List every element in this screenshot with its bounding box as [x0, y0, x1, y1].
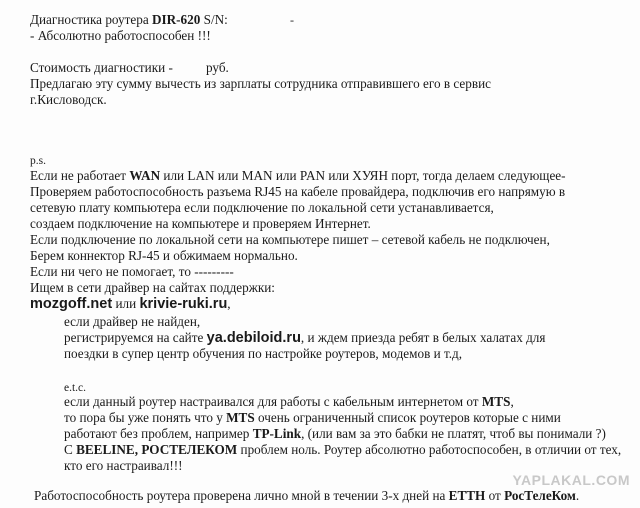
- etc-line-2: [64, 410, 561, 426]
- ps-line-10: если драйвер не найден,: [64, 314, 201, 329]
- ps-line-2: Проверяем работоспособность разъема RJ45 на кабеле провайдера, подключив его напрямую в: [30, 184, 566, 199]
- ps-line-6: Берем коннектор RJ-45 и обжимаем нормально.: [30, 248, 298, 263]
- city-line: г.Кисловодск.: [30, 92, 107, 107]
- site-1: mozgoff.net: [30, 296, 113, 312]
- etc-line-1: [64, 394, 514, 410]
- cost-label: Стоимость диагностики -: [30, 60, 173, 75]
- serial-label: S/N:: [200, 12, 228, 27]
- mts-term-1: MTS: [481, 394, 511, 409]
- etc-line-4: [64, 442, 621, 458]
- footer-c: от: [485, 488, 505, 503]
- ps-line-11-a: регистрируемся на сайте: [64, 330, 207, 345]
- tplink-term: TP-Link: [252, 426, 302, 441]
- ps-line-1: [30, 168, 566, 184]
- cost-currency: руб.: [206, 60, 229, 75]
- footer-e: .: [575, 488, 580, 503]
- etc-label: e.t.c.: [64, 382, 87, 394]
- ps-label: p.s.: [30, 155, 46, 167]
- ps-line-3: сетевую плату компьютера если подключение по локальной сети устанавливается,: [30, 200, 494, 215]
- footer-line: [34, 488, 579, 504]
- etc-line-2-a: то пора бы уже понять что у: [64, 410, 227, 425]
- ps-line-1-a: Если не работает: [30, 168, 130, 183]
- ps-line-5: Если подключение по локальной сети на компьютере пишет – сетевой кабель не подключен,: [30, 232, 550, 247]
- site-2: krivie-ruki.ru: [139, 296, 228, 312]
- diagnostics-title: [30, 12, 228, 28]
- ps-line-4: создаем подключение на компьютере и проверяем Интернет.: [30, 216, 371, 231]
- footer-a: Работоспособность роутера проверена лично мной в течении 3-х дней на: [34, 488, 449, 503]
- wan-term: WAN: [129, 168, 161, 183]
- rostelecom-term: РосТелеКом: [504, 488, 576, 503]
- router-model: DIR-620: [151, 12, 201, 27]
- etc-line-1-c: ,: [510, 394, 514, 409]
- ps-line-9: [30, 296, 231, 312]
- ps-line-12: поездки в супер центр обучения по настройке роутеров, модемов и т.д,: [64, 346, 463, 361]
- site-comma: ,: [227, 296, 231, 311]
- ps-line-11-c: , и ждем приезда ребят в белых халатах для: [300, 330, 546, 345]
- proposal-line: Предлагаю эту сумму вычесть из зарплаты сотрудника отправившего его в сервис: [30, 76, 491, 91]
- watermark-logo: YAPLAKAL.COM: [512, 472, 630, 488]
- etc-line-1-a: если данный роутер настраивался для работы с кабельным интернетом от: [64, 394, 482, 409]
- ps-line-7: Если ни чего не помогает, то ---------: [30, 264, 234, 279]
- ettn-term: ЕТТН: [448, 488, 486, 503]
- site-or: или: [112, 296, 140, 311]
- ps-line-1-c: или LAN или MAN или PAN или ХУЯН порт, тогда делаем следующее-: [160, 168, 566, 183]
- etc-line-4-c: проблем ноль. Роутер абсолютно работоспособен, в отличии от тех,: [237, 442, 622, 457]
- ps-line-8: Ищем в сети драйвер на сайтах поддержки:: [30, 280, 275, 295]
- mts-term-2: MTS: [226, 410, 255, 425]
- title-prefix: Диагностика роутера: [30, 12, 152, 27]
- ps-line-11: [64, 330, 545, 346]
- etc-line-3: [64, 426, 606, 442]
- etc-line-3-c: , (или вам за это бабки не платят, чтоб вы понимали ?): [301, 426, 606, 441]
- status-line: - Абсолютно работоспособен !!!: [30, 28, 211, 43]
- site-3: ya.debiloid.ru: [206, 330, 301, 346]
- serial-redacted-mark: -: [290, 13, 294, 27]
- etc-line-5: кто его настраивал!!!: [64, 458, 183, 473]
- etc-line-3-a: работают без проблем, например: [64, 426, 253, 441]
- providers-term: BEELINE, РОСТЕЛЕКОМ: [76, 442, 238, 457]
- etc-line-4-a: С: [64, 442, 77, 457]
- etc-line-2-c: очень ограниченный список роутеров которые с ними: [254, 410, 561, 425]
